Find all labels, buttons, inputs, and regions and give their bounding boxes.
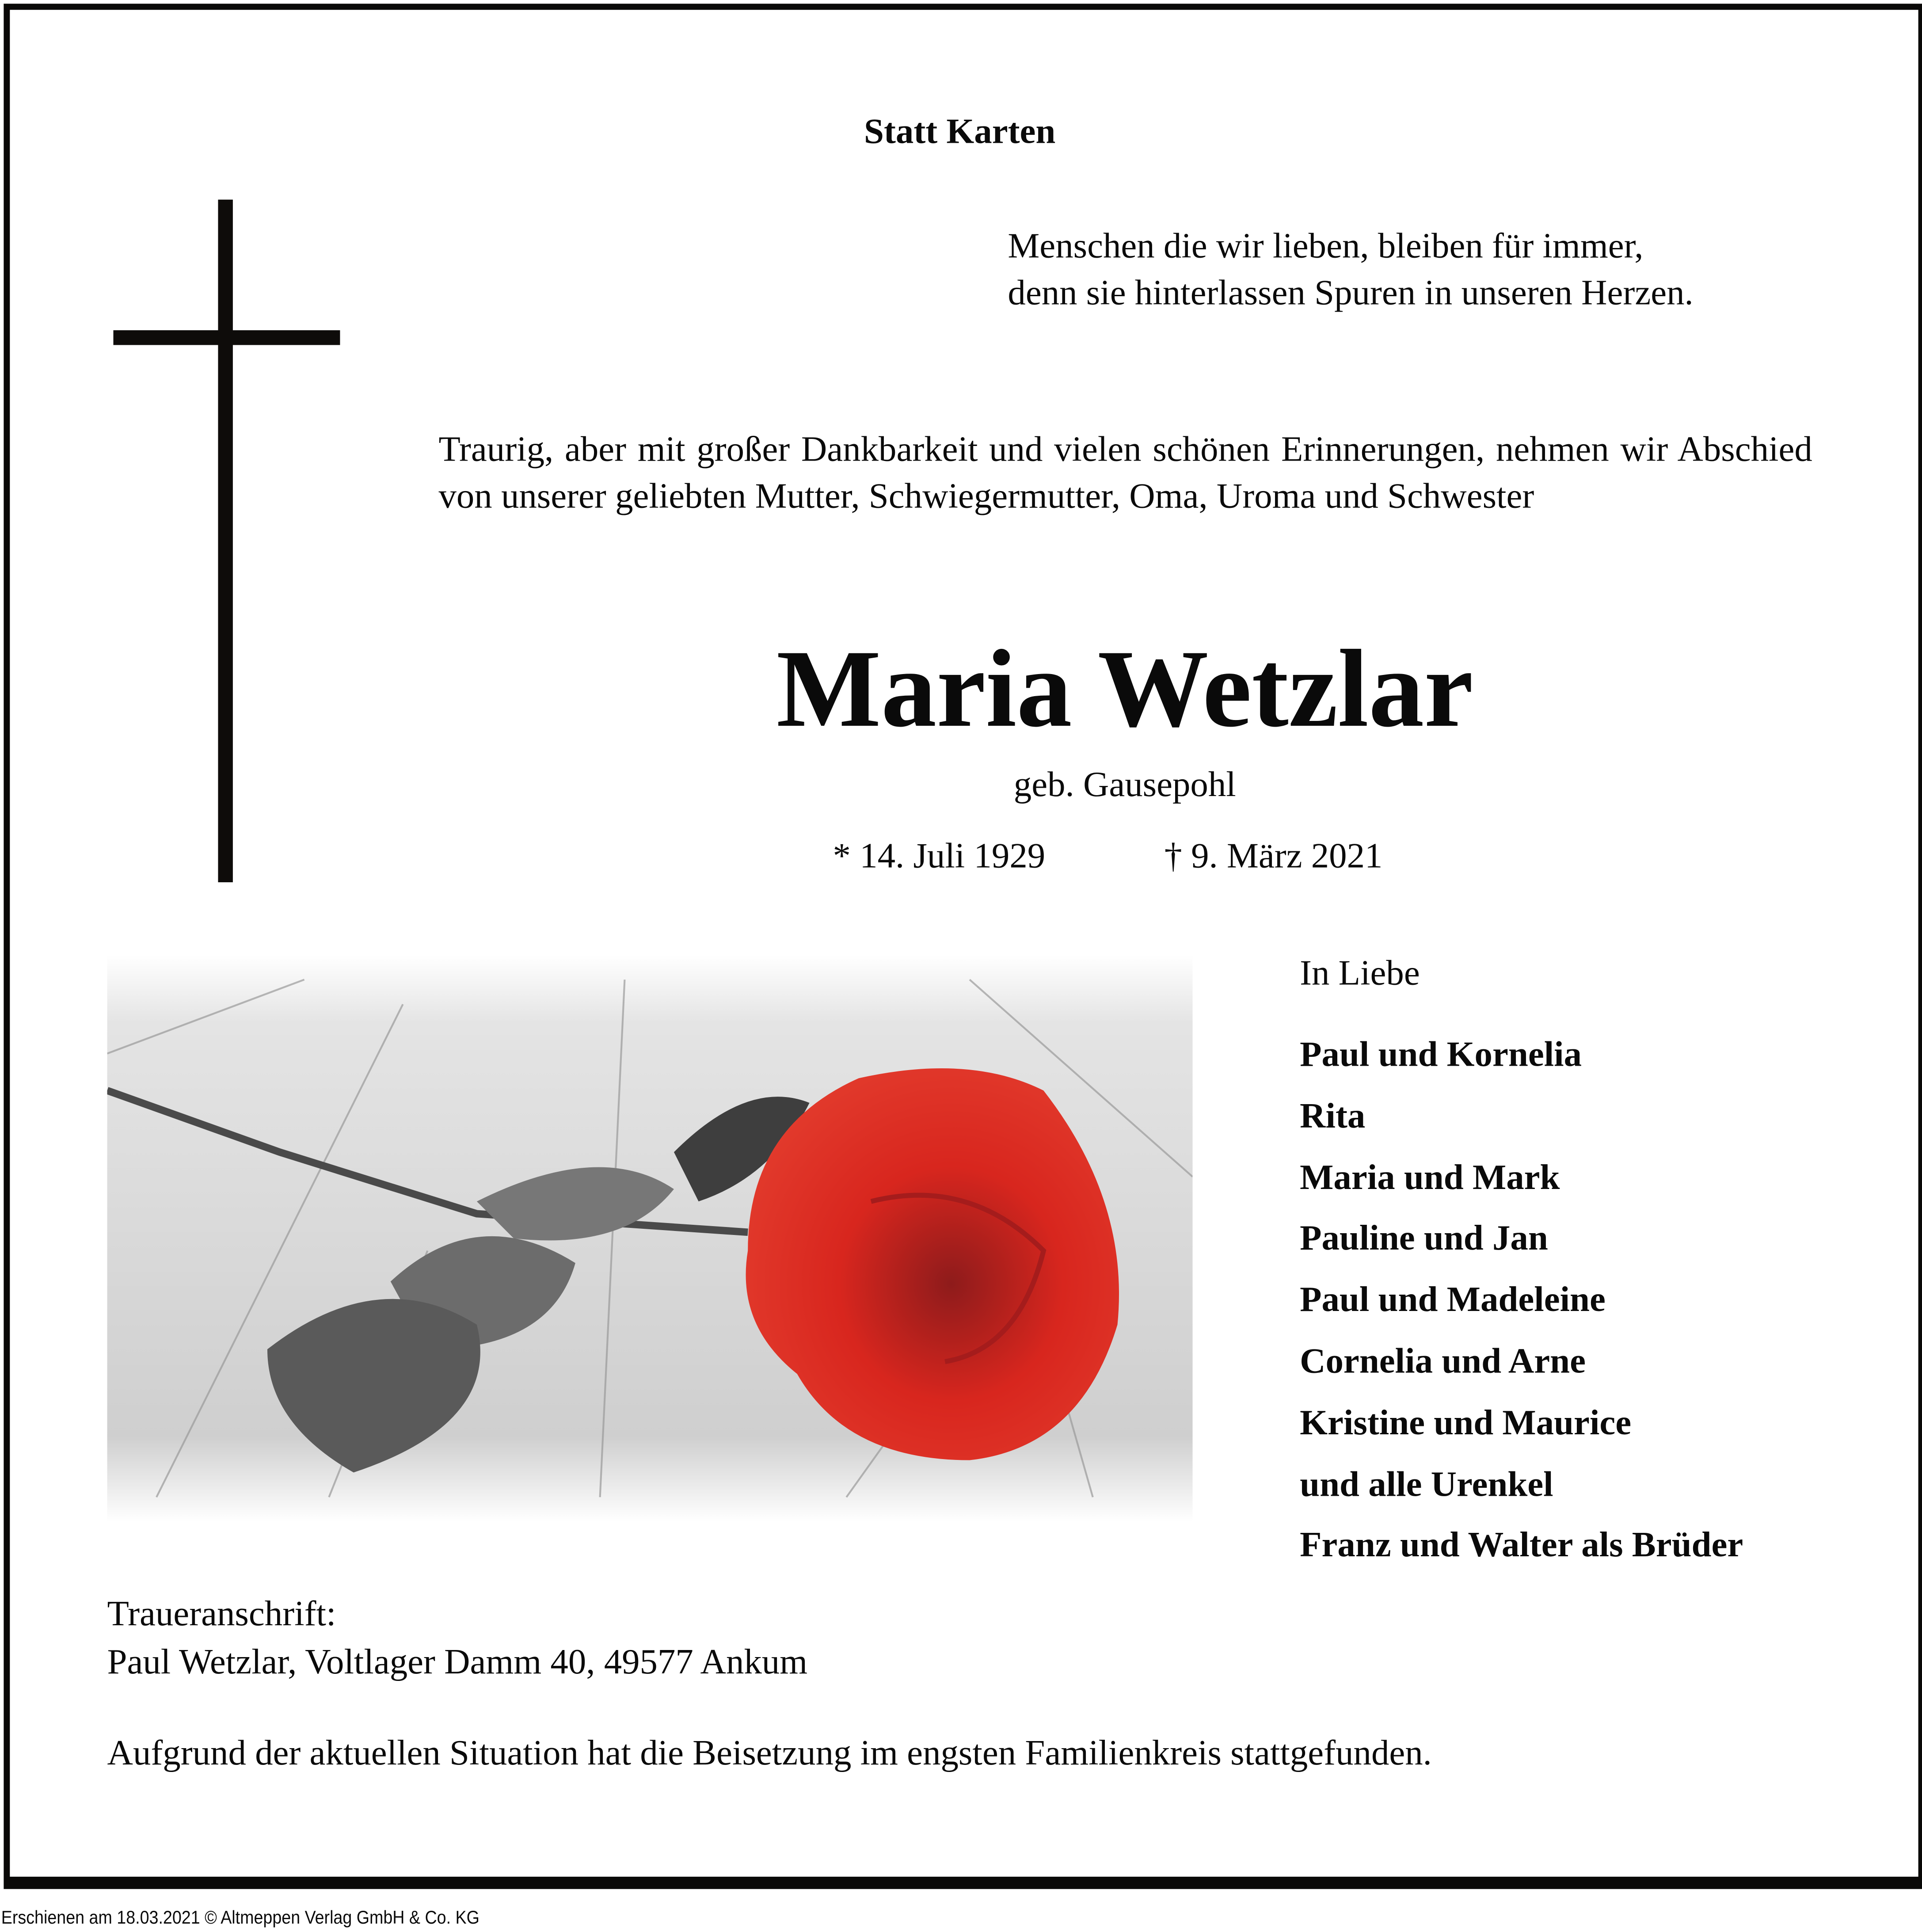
mourner: Pauline und Jan [1300, 1219, 1548, 1259]
mourners-intro: In Liebe [1300, 953, 1420, 993]
mourner: Kristine und Maurice [1300, 1403, 1632, 1443]
red-rose-photo [107, 955, 1193, 1522]
birth-date: * 14. Juli 1929 [833, 836, 1046, 876]
mourner: und alle Urenkel [1300, 1464, 1553, 1504]
address-label: Traueranschrift: [107, 1594, 336, 1634]
mourner: Paul und Kornelia [1300, 1035, 1582, 1075]
quote-line-1: Menschen die wir lieben, bleiben für immer, [1008, 226, 1644, 267]
mourner: Franz und Walter als Brüder [1300, 1526, 1743, 1566]
intro-paragraph: Traurig, aber mit großer Dankbarkeit und vielen schönen Erinnerungen, nehmen wir Abschied von unserer geliebten Mutter, Schwiegermutter, Oma, Uroma und Schwester [438, 430, 1812, 517]
header: Statt Karten [864, 112, 1056, 152]
publication-footer: Erschienen am 18.03.2021 © Altmeppen Verlag GmbH & Co. KG [1, 1907, 480, 1928]
deceased-name: Maria Wetzlar [776, 628, 1473, 751]
mourner: Rita [1300, 1096, 1366, 1136]
mourner: Maria und Mark [1300, 1158, 1560, 1197]
funeral-note: Aufgrund der aktuellen Situation hat die Beisetzung im engsten Familienkreis stattgefunden. [107, 1734, 1432, 1773]
mourner: Cornelia und Arne [1300, 1341, 1586, 1382]
mourner: Paul und Madeleine [1300, 1280, 1606, 1320]
birth-name: geb. Gausepohl [1013, 765, 1236, 805]
mourners-list [1300, 1025, 1743, 1577]
address-value: Paul Wetzlar, Voltlager Damm 40, 49577 Ankum [107, 1642, 808, 1682]
quote-line-2: denn sie hinterlassen Spuren in unseren Herzen. [1008, 273, 1694, 313]
death-date: † 9. März 2021 [1164, 836, 1383, 876]
